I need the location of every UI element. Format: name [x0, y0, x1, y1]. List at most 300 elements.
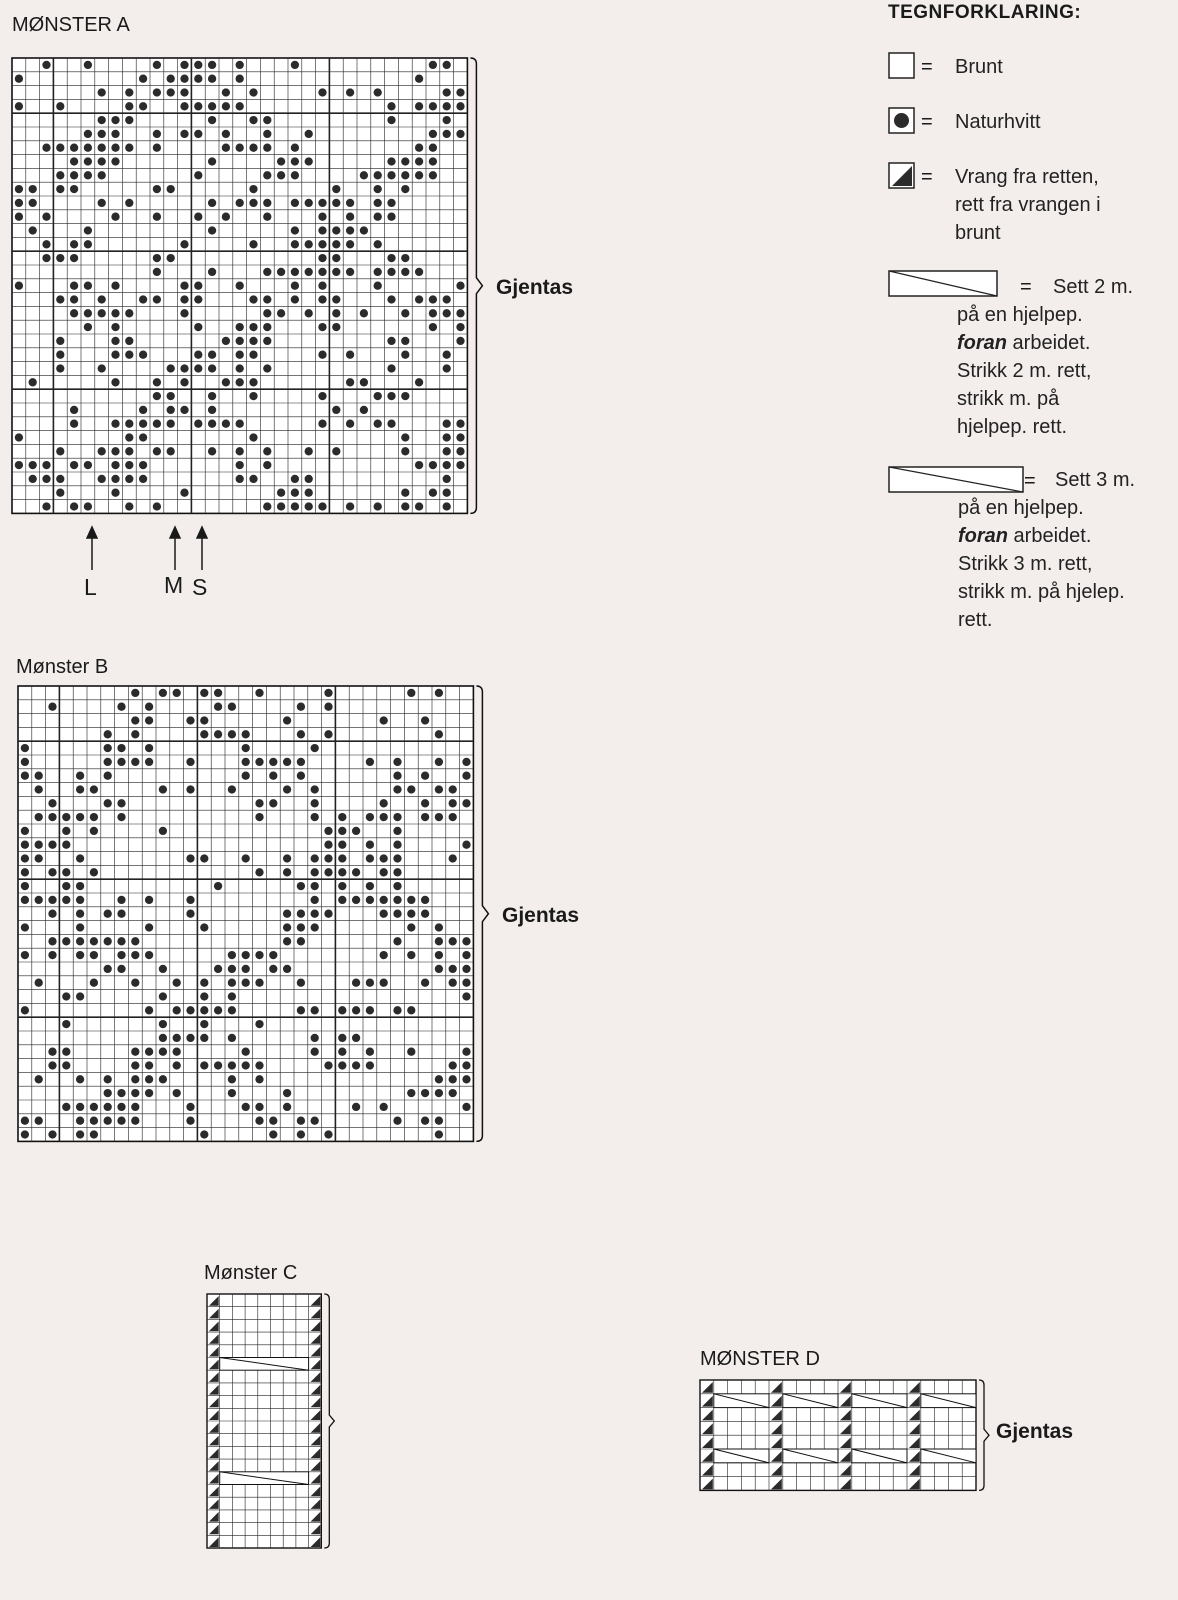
stitch-dot [324, 910, 332, 918]
stitch-dot [180, 364, 188, 372]
stitch-dot [283, 868, 291, 876]
stitch-dot [449, 1089, 457, 1097]
stitch-dot [145, 1075, 153, 1083]
stitch-dot [180, 309, 188, 317]
stitch-dot [443, 88, 451, 96]
stitch-dot [125, 447, 133, 455]
stitch-dot [48, 910, 56, 918]
stitch-dot [255, 799, 263, 807]
stitch-dot [393, 882, 401, 890]
stitch-dot [242, 758, 250, 766]
stitch-dot [15, 282, 23, 290]
stitch-dot [104, 1089, 112, 1097]
stitch-dot [366, 1048, 374, 1056]
stitch-dot [311, 744, 319, 752]
stitch-dot [21, 827, 29, 835]
stitch-dot [332, 406, 340, 414]
stitch-dot [249, 351, 257, 359]
stitch-dot [291, 61, 299, 69]
stitch-dot [407, 896, 415, 904]
stitch-dot [98, 309, 106, 317]
stitch-dot [324, 868, 332, 876]
stitch-dot [297, 923, 305, 931]
stitch-dot [387, 171, 395, 179]
stitch-dot [56, 185, 64, 193]
stitch-dot [393, 758, 401, 766]
stitch-dot [393, 910, 401, 918]
legend-dot-square [888, 107, 916, 135]
stitch-dot [318, 88, 326, 96]
stitch-dot [208, 61, 216, 69]
stitch-dot [291, 226, 299, 234]
stitch-dot [318, 295, 326, 303]
stitch-dot [139, 420, 147, 428]
stitch-dot [401, 489, 409, 497]
stitch-dot [173, 1006, 181, 1014]
stitch-dot [62, 1048, 70, 1056]
stitch-dot [214, 689, 222, 697]
stitch-dot [180, 88, 188, 96]
stitch-dot [200, 992, 208, 1000]
stitch-dot [70, 406, 78, 414]
stitch-dot [194, 364, 202, 372]
stitch-dot [117, 758, 125, 766]
stitch-dot [56, 144, 64, 152]
stitch-dot [145, 1006, 153, 1014]
stitch-dot [117, 744, 125, 752]
stitch-dot [153, 61, 161, 69]
stitch-dot [153, 392, 161, 400]
stitch-dot [48, 703, 56, 711]
marker-m: M [164, 572, 184, 598]
stitch-dot [421, 716, 429, 724]
stitch-dot [228, 1061, 236, 1069]
stitch-dot [401, 254, 409, 262]
stitch-dot [131, 951, 139, 959]
stitch-dot [180, 282, 188, 290]
stitch-dot [76, 1117, 84, 1125]
stitch-dot [324, 730, 332, 738]
stitch-dot [311, 896, 319, 904]
stitch-dot [249, 185, 257, 193]
legend-sett3-arbeidet: arbeidet. [1008, 525, 1092, 547]
monster-b-repeat-label: Gjentas [502, 904, 580, 927]
stitch-dot [131, 979, 139, 987]
stitch-dot [35, 841, 43, 849]
stitch-dot [62, 882, 70, 890]
stitch-dot [194, 295, 202, 303]
stitch-dot [186, 1103, 194, 1111]
stitch-dot [401, 351, 409, 359]
stitch-dot [29, 475, 37, 483]
stitch-dot [346, 240, 354, 248]
stitch-dot [200, 979, 208, 987]
stitch-dot [76, 785, 84, 793]
legend-cable-2-symbol [888, 270, 1000, 298]
stitch-dot [249, 323, 257, 331]
stitch-dot [407, 1089, 415, 1097]
stitch-dot [98, 171, 106, 179]
stitch-dot [104, 965, 112, 973]
stitch-dot [291, 295, 299, 303]
stitch-dot [21, 923, 29, 931]
stitch-dot [443, 433, 451, 441]
stitch-dot [111, 144, 119, 152]
stitch-dot [242, 730, 250, 738]
stitch-dot [352, 1061, 360, 1069]
stitch-dot [125, 420, 133, 428]
stitch-dot [145, 896, 153, 904]
stitch-dot [291, 144, 299, 152]
stitch-dot [139, 433, 147, 441]
stitch-dot [283, 785, 291, 793]
stitch-dot [263, 116, 271, 124]
stitch-dot [318, 323, 326, 331]
stitch-dot [360, 309, 368, 317]
stitch-dot [236, 447, 244, 455]
stitch-dot [35, 813, 43, 821]
stitch-dot [366, 1061, 374, 1069]
stitch-dot [35, 1075, 43, 1083]
stitch-dot [104, 772, 112, 780]
legend-sett3-foran: foran [958, 525, 1008, 547]
stitch-dot [200, 1006, 208, 1014]
stitch-dot [374, 88, 382, 96]
stitch-dot [255, 1075, 263, 1083]
stitch-dot [48, 813, 56, 821]
stitch-dot [42, 475, 50, 483]
stitch-dot [98, 88, 106, 96]
stitch-dot [159, 965, 167, 973]
stitch-dot [393, 854, 401, 862]
stitch-dot [98, 295, 106, 303]
legend-vrang-line-1: Vrang fra retten, [955, 166, 1099, 188]
stitch-dot [435, 785, 443, 793]
legend-sett2-foran: foran [957, 332, 1007, 354]
stitch-dot [167, 185, 175, 193]
stitch-dot [90, 813, 98, 821]
stitch-dot [415, 102, 423, 110]
stitch-dot [186, 758, 194, 766]
stitch-dot [366, 882, 374, 890]
stitch-dot [90, 1103, 98, 1111]
legend-sett2-line-2: på en hjelpep. [957, 304, 1083, 326]
stitch-dot [117, 896, 125, 904]
stitch-dot [125, 475, 133, 483]
stitch-dot [311, 1117, 319, 1125]
stitch-dot [456, 461, 464, 469]
stitch-dot [393, 785, 401, 793]
stitch-dot [48, 896, 56, 904]
stitch-dot [90, 951, 98, 959]
stitch-dot [387, 199, 395, 207]
stitch-dot [125, 144, 133, 152]
stitch-dot [228, 951, 236, 959]
stitch-dot [374, 420, 382, 428]
stitch-dot [387, 392, 395, 400]
stitch-dot [277, 268, 285, 276]
stitch-dot [98, 199, 106, 207]
stitch-dot [352, 896, 360, 904]
stitch-dot [277, 309, 285, 317]
stitch-dot [15, 433, 23, 441]
stitch-dot [435, 1075, 443, 1083]
stitch-dot [84, 502, 92, 510]
stitch-dot [90, 827, 98, 835]
stitch-dot [15, 213, 23, 221]
stitch-dot [429, 323, 437, 331]
stitch-dot [311, 1048, 319, 1056]
stitch-dot [269, 1117, 277, 1125]
stitch-dot [200, 923, 208, 931]
stitch-dot [332, 254, 340, 262]
stitch-dot [208, 226, 216, 234]
stitch-dot [153, 447, 161, 455]
stitch-dot [194, 282, 202, 290]
stitch-dot [70, 185, 78, 193]
stitch-dot [173, 1048, 181, 1056]
stitch-dot [180, 75, 188, 83]
stitch-dot [131, 1061, 139, 1069]
stitch-dot [456, 433, 464, 441]
stitch-dot [456, 130, 464, 138]
stitch-dot [236, 144, 244, 152]
stitch-dot [263, 447, 271, 455]
stitch-dot [297, 772, 305, 780]
stitch-dot [125, 88, 133, 96]
stitch-dot [104, 1103, 112, 1111]
stitch-dot [387, 295, 395, 303]
stitch-dot [429, 295, 437, 303]
legend-sett2-line-4: Strikk 2 m. rett, [957, 360, 1092, 382]
stitch-dot [443, 130, 451, 138]
stitch-dot [387, 364, 395, 372]
stitch-dot [208, 351, 216, 359]
stitch-dot [180, 378, 188, 386]
stitch-dot [111, 130, 119, 138]
stitch-dot [125, 116, 133, 124]
stitch-dot [291, 502, 299, 510]
stitch-dot [42, 502, 50, 510]
stitch-dot [236, 282, 244, 290]
stitch-dot [42, 240, 50, 248]
stitch-dot [263, 171, 271, 179]
stitch-dot [269, 758, 277, 766]
stitch-dot [111, 475, 119, 483]
stitch-dot [242, 1061, 250, 1069]
stitch-dot [346, 199, 354, 207]
stitch-dot [90, 868, 98, 876]
stitch-dot [76, 813, 84, 821]
stitch-dot [324, 703, 332, 711]
stitch-dot [277, 171, 285, 179]
stitch-dot [435, 951, 443, 959]
stitch-dot [380, 854, 388, 862]
stitch-dot [249, 475, 257, 483]
stitch-dot [387, 420, 395, 428]
stitch-dot [15, 75, 23, 83]
stitch-dot [415, 171, 423, 179]
stitch-dot [443, 309, 451, 317]
stitch-dot [415, 502, 423, 510]
stitch-dot [401, 392, 409, 400]
stitch-dot [153, 144, 161, 152]
stitch-dot [15, 461, 23, 469]
stitch-dot [462, 992, 470, 1000]
stitch-dot [70, 420, 78, 428]
stitch-dot [222, 88, 230, 96]
stitch-dot [56, 447, 64, 455]
stitch-dot [443, 116, 451, 124]
stitch-dot [56, 364, 64, 372]
stitch-dot [311, 1006, 319, 1014]
stitch-dot [159, 785, 167, 793]
stitch-dot [318, 420, 326, 428]
stitch-dot [462, 1103, 470, 1111]
stitch-dot [415, 295, 423, 303]
stitch-dot [159, 1034, 167, 1042]
stitch-dot [35, 979, 43, 987]
stitch-dot [98, 157, 106, 165]
stitch-dot [104, 1075, 112, 1083]
stitch-dot [407, 923, 415, 931]
stitch-dot [255, 1061, 263, 1069]
stitch-dot [21, 1006, 29, 1014]
stitch-dot [117, 1089, 125, 1097]
stitch-dot [15, 199, 23, 207]
stitch-dot [208, 392, 216, 400]
stitch-dot [255, 1117, 263, 1125]
stitch-dot [387, 116, 395, 124]
stitch-dot [283, 758, 291, 766]
stitch-dot [346, 502, 354, 510]
stitch-dot [263, 337, 271, 345]
stitch-dot [159, 1048, 167, 1056]
stitch-dot [421, 896, 429, 904]
stitch-dot [228, 1034, 236, 1042]
stitch-dot [318, 226, 326, 234]
stitch-dot [462, 1075, 470, 1083]
stitch-dot [186, 1006, 194, 1014]
stitch-dot [407, 951, 415, 959]
stitch-dot [236, 461, 244, 469]
stitch-dot [374, 392, 382, 400]
stitch-dot [269, 951, 277, 959]
stitch-dot [297, 730, 305, 738]
stitch-dot [167, 406, 175, 414]
stitch-dot [111, 447, 119, 455]
stitch-dot [318, 240, 326, 248]
stitch-dot [435, 1089, 443, 1097]
stitch-dot [242, 1103, 250, 1111]
stitch-dot [173, 979, 181, 987]
stitch-dot [429, 309, 437, 317]
stitch-dot [111, 157, 119, 165]
stitch-dot [167, 364, 175, 372]
stitch-dot [180, 489, 188, 497]
stitch-dot [462, 965, 470, 973]
stitch-dot [48, 841, 56, 849]
stitch-dot [360, 378, 368, 386]
stitch-dot [222, 144, 230, 152]
stitch-dot [242, 1048, 250, 1056]
stitch-dot [15, 185, 23, 193]
stitch-dot [62, 937, 70, 945]
stitch-dot [374, 282, 382, 290]
stitch-dot [131, 730, 139, 738]
stitch-dot [435, 965, 443, 973]
stitch-dot [332, 226, 340, 234]
stitch-dot [153, 502, 161, 510]
stitch-dot [332, 447, 340, 455]
stitch-dot [21, 854, 29, 862]
stitch-dot [125, 433, 133, 441]
stitch-dot [449, 1061, 457, 1069]
stitch-dot [255, 1103, 263, 1111]
legend-sett3 [958, 494, 1125, 634]
legend-sett2-line-6: hjelpep. rett. [957, 416, 1068, 438]
stitch-dot [338, 827, 346, 835]
stitch-dot [338, 1061, 346, 1069]
stitch-dot [449, 979, 457, 987]
stitch-dot [449, 785, 457, 793]
stitch-dot [145, 744, 153, 752]
stitch-dot [186, 910, 194, 918]
stitch-dot [56, 489, 64, 497]
stitch-dot [21, 951, 29, 959]
stitch-dot [117, 813, 125, 821]
stitch-dot [249, 88, 257, 96]
stitch-dot [180, 240, 188, 248]
stitch-dot [291, 282, 299, 290]
legend-eq-sett2: = [1020, 276, 1032, 298]
stitch-dot [104, 1117, 112, 1125]
stitch-dot [167, 420, 175, 428]
stitch-dot [449, 965, 457, 973]
stitch-dot [407, 1006, 415, 1014]
stitch-dot [200, 854, 208, 862]
stitch-dot [84, 144, 92, 152]
monster-d-chart [698, 1378, 990, 1496]
stitch-dot [462, 772, 470, 780]
stitch-dot [415, 268, 423, 276]
stitch-dot [429, 157, 437, 165]
stitch-dot [366, 841, 374, 849]
stitch-dot [393, 1117, 401, 1125]
stitch-dot [360, 171, 368, 179]
stitch-dot [117, 1117, 125, 1125]
stitch-dot [338, 1048, 346, 1056]
stitch-dot [435, 1130, 443, 1138]
stitch-dot [346, 351, 354, 359]
stitch-dot [297, 882, 305, 890]
stitch-dot [255, 813, 263, 821]
stitch-dot [305, 447, 313, 455]
stitch-dot [242, 965, 250, 973]
stitch-dot [283, 923, 291, 931]
stitch-dot [76, 1130, 84, 1138]
stitch-dot [145, 1089, 153, 1097]
stitch-dot [435, 730, 443, 738]
stitch-dot [84, 171, 92, 179]
stitch-dot [76, 1103, 84, 1111]
stitch-dot [173, 689, 181, 697]
stitch-dot [435, 1117, 443, 1125]
stitch-dot [242, 979, 250, 987]
stitch-dot [374, 199, 382, 207]
stitch-dot [407, 785, 415, 793]
stitch-dot [84, 157, 92, 165]
